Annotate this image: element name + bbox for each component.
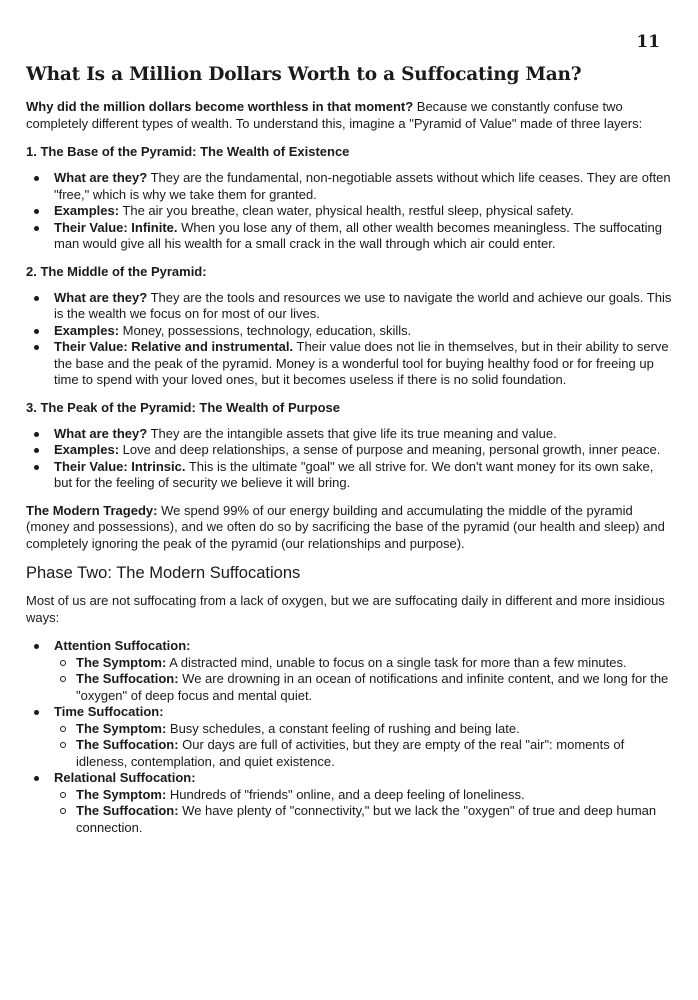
- item-text: They are the tools and resources we use to navigate the world and achieve our goals. This is the wealth we focus on for most of our lives.: [54, 289, 672, 321]
- suffocations-list: [26, 638, 672, 836]
- suffocation-text: Our days are full of activities, but they are empty of the real "air": moments of idleness, contemplation, and quiet existence.: [76, 737, 625, 769]
- section-1-title: 1. The Base of the Pyramid: The Wealth of Existence: [26, 144, 350, 159]
- item-text: Love and deep relationships, a sense of purpose and meaning, personal growth, inner peace.: [119, 442, 661, 457]
- item-label: Their Value: Relative and instrumental.: [54, 339, 294, 354]
- suffocation-text: We are drowning in an ocean of notifications and infinite content, and we long for the "oxygen" of deep focus and mental quiet.: [76, 671, 669, 703]
- item-text: When you lose any of them, all other wealth becomes meaningless. The suffocating man would give all his wealth for a small crack in the wall through which air could enter.: [54, 219, 662, 251]
- phase-two-heading: Phase Two: The Modern Suffocations: [26, 564, 301, 582]
- list-item: [54, 770, 672, 836]
- intro-lead: Why did the million dollars become worthless in that moment?: [26, 99, 414, 114]
- sub-list: [54, 787, 672, 837]
- item-label: Examples:: [54, 203, 120, 218]
- item-label: What are they?: [54, 289, 148, 305]
- item-label: What are they?: [54, 425, 148, 441]
- tragedy-text: We spend 99% of our energy building and accumulating the middle of the pyramid (money and possessions), and we often do so by sacrificing the base of the pyramid (our health and sleep) and completely ignoring the peak of the pyramid (our relationships and purpose).: [26, 502, 665, 551]
- list-item: [54, 704, 672, 770]
- sub-list-item: [76, 721, 672, 738]
- list-item: [54, 170, 672, 203]
- item-text: The air you breathe, clean water, physical health, restful sleep, physical safety.: [119, 203, 574, 218]
- suffocation-title: Time Suffocation:: [54, 704, 164, 719]
- intro-text: Because we constantly confuse two completely different types of wealth. To understand this, imagine a "Pyramid of Value" made of three layers:: [26, 99, 643, 131]
- suffocation-title: Attention Suffocation:: [54, 638, 191, 653]
- list-item: [54, 442, 672, 459]
- sub-list: [54, 655, 672, 705]
- item-text: They are the fundamental, non-negotiable assets without which life ceases. They are often "free," which is why we take them for granted.: [54, 170, 671, 202]
- section-3-list: [26, 426, 672, 492]
- list-item: [54, 290, 672, 323]
- item-label: Their Value: Infinite.: [54, 219, 178, 235]
- list-item: [54, 323, 672, 340]
- item-label: What are they?: [54, 170, 148, 185]
- symptom-label: The Symptom:: [76, 786, 167, 802]
- section-2-title: 2. The Middle of the Pyramid:: [26, 263, 207, 279]
- section-3-title: 3. The Peak of the Pyramid: The Wealth of Purpose: [26, 399, 340, 415]
- page-number: 11: [636, 32, 660, 52]
- symptom-label: The Symptom:: [76, 720, 167, 736]
- sub-list-item: [76, 655, 672, 672]
- sub-list-item: [76, 803, 672, 836]
- sub-list-item: [76, 787, 672, 804]
- list-item: [54, 339, 672, 389]
- suffocation-label: The Suffocation:: [76, 671, 179, 686]
- list-item: [54, 220, 672, 253]
- section-2-list: [26, 290, 672, 389]
- list-item: [54, 203, 672, 220]
- page-title: What Is a Million Dollars Worth to a Suffocating Man?: [26, 64, 582, 85]
- tragedy-paragraph: [26, 503, 672, 553]
- symptom-label: The Symptom:: [76, 654, 167, 670]
- symptom-text: Hundreds of "friends" online, and a deep feeling of loneliness.: [166, 786, 525, 802]
- suffocation-label: The Suffocation:: [76, 737, 179, 752]
- sub-list: [54, 721, 672, 771]
- list-item: [54, 638, 672, 704]
- item-text: They are the intangible assets that give life its true meaning and value.: [147, 425, 557, 441]
- item-label: Examples:: [54, 322, 120, 338]
- item-text: Their value does not lie in themselves, but in their ability to serve the base and the peak of the pyramid. Money is a wonderful tool for buying healthy food or for freeing up time to spend with your loved ones, but it becomes useless if there is no solid foundation.: [54, 339, 669, 387]
- symptom-text: A distracted mind, unable to focus on a single task for more than a few minutes.: [166, 654, 627, 670]
- symptom-text: Busy schedules, a constant feeling of rushing and being late.: [166, 720, 520, 736]
- suffocation-title: Relational Suffocation:: [54, 770, 196, 785]
- suffocation-text: We have plenty of "connectivity," but we lack the "oxygen" of true and deep human connection.: [76, 803, 657, 835]
- suffocation-label: The Suffocation:: [76, 803, 179, 818]
- list-item: [54, 426, 672, 443]
- item-text: Money, possessions, technology, education, skills.: [119, 322, 412, 338]
- sub-list-item: [76, 671, 672, 704]
- section-1-list: [26, 170, 672, 253]
- item-text: This is the ultimate "goal" we all strive for. We don't want money for its own sake, but for the feeling of security we believe it will bring.: [54, 458, 654, 490]
- tragedy-lead: The Modern Tragedy:: [26, 502, 158, 518]
- intro-paragraph: [26, 99, 672, 132]
- phase-two-intro: Most of us are not suffocating from a lack of oxygen, but we are suffocating daily in different and more insidious ways:: [26, 593, 665, 625]
- list-item: [54, 459, 672, 492]
- item-label: Their Value: Intrinsic.: [54, 458, 186, 474]
- page-content: [26, 64, 672, 847]
- sub-list-item: [76, 737, 672, 770]
- item-label: Examples:: [54, 442, 120, 457]
